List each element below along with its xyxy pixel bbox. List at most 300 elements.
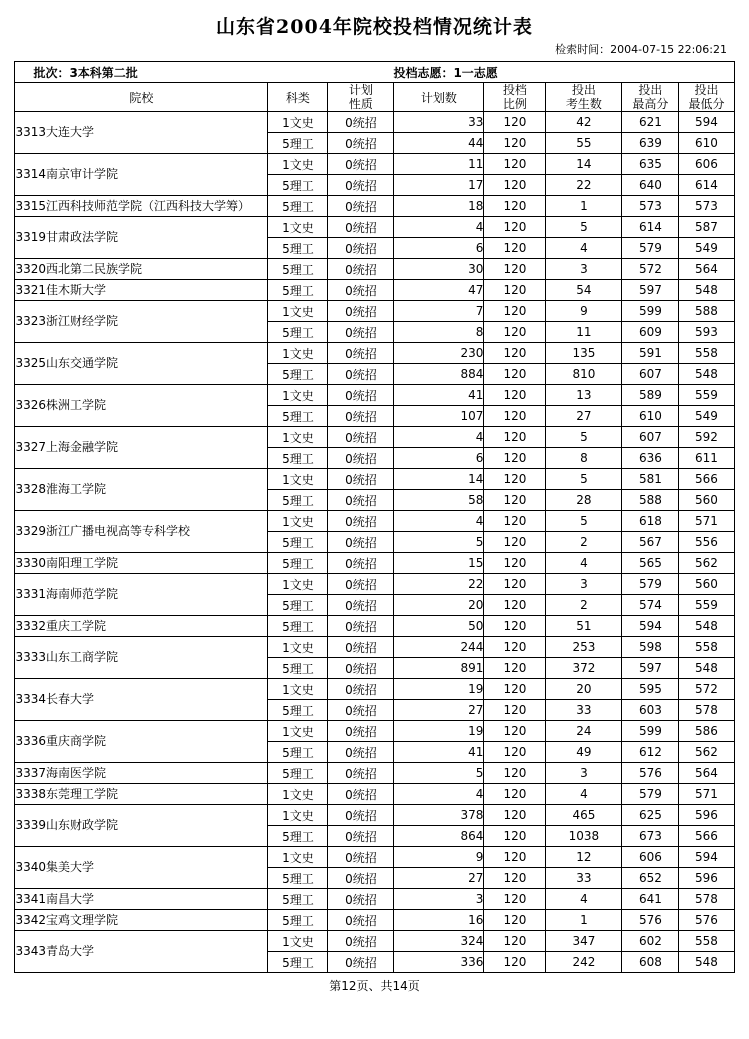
cell-kelei: 1文史 <box>268 847 328 868</box>
cell-plan-count: 33 <box>394 112 484 133</box>
cell-ratio: 120 <box>484 868 546 889</box>
cell-school: 3334长春大学 <box>15 679 268 721</box>
cell-plan-nature: 0统招 <box>328 301 394 322</box>
table-row <box>15 910 734 931</box>
cell-ratio: 120 <box>484 490 546 511</box>
cell-highest: 598 <box>622 637 679 658</box>
cell-plan-count: 27 <box>394 700 484 721</box>
cell-sent-students: 55 <box>546 133 622 154</box>
cell-sent-students: 3 <box>546 763 622 784</box>
cell-highest: 589 <box>622 385 679 406</box>
cell-ratio: 120 <box>484 784 546 805</box>
cell-kelei: 5理工 <box>268 742 328 763</box>
cell-school: 3314南京审计学院 <box>15 154 268 196</box>
cell-ratio: 120 <box>484 574 546 595</box>
cell-lowest: 560 <box>679 490 734 511</box>
cell-sent-students: 14 <box>546 154 622 175</box>
cell-sent-students: 9 <box>546 301 622 322</box>
cell-kelei: 1文史 <box>268 427 328 448</box>
cell-highest: 595 <box>622 679 679 700</box>
cell-plan-count: 8 <box>394 322 484 343</box>
cell-lowest: 576 <box>679 910 734 931</box>
cell-highest: 606 <box>622 847 679 868</box>
cell-plan-count: 107 <box>394 406 484 427</box>
cell-plan-nature: 0统招 <box>328 175 394 196</box>
cell-lowest: 558 <box>679 931 734 952</box>
cell-highest: 625 <box>622 805 679 826</box>
cell-kelei: 1文史 <box>268 343 328 364</box>
cell-highest: 641 <box>622 889 679 910</box>
cell-plan-count: 44 <box>394 133 484 154</box>
cell-ratio: 120 <box>484 511 546 532</box>
cell-kelei: 5理工 <box>268 175 328 196</box>
cell-sent-students: 5 <box>546 427 622 448</box>
cell-sent-students: 5 <box>546 217 622 238</box>
table-row <box>15 679 734 700</box>
col-header-sent-students <box>546 83 622 112</box>
cell-ratio: 120 <box>484 763 546 784</box>
cell-sent-students: 5 <box>546 469 622 490</box>
cell-plan-count: 244 <box>394 637 484 658</box>
cell-sent-students: 347 <box>546 931 622 952</box>
cell-lowest: 566 <box>679 826 734 847</box>
table-row <box>15 469 734 490</box>
cell-school: 3333山东工商学院 <box>15 637 268 679</box>
cell-ratio: 120 <box>484 532 546 553</box>
cell-sent-students: 27 <box>546 406 622 427</box>
cell-plan-count: 7 <box>394 301 484 322</box>
cell-ratio: 120 <box>484 952 546 973</box>
cell-kelei: 5理工 <box>268 196 328 217</box>
cell-kelei: 1文史 <box>268 784 328 805</box>
cell-plan-count: 891 <box>394 658 484 679</box>
cell-school: 3340集美大学 <box>15 847 268 889</box>
cell-ratio: 120 <box>484 406 546 427</box>
cell-kelei: 5理工 <box>268 532 328 553</box>
cell-sent-students: 465 <box>546 805 622 826</box>
cell-plan-count: 5 <box>394 763 484 784</box>
cell-kelei: 5理工 <box>268 763 328 784</box>
cell-school: 3326株洲工学院 <box>15 385 268 427</box>
cell-ratio: 120 <box>484 679 546 700</box>
cell-kelei: 1文史 <box>268 805 328 826</box>
cell-kelei: 5理工 <box>268 700 328 721</box>
cell-plan-count: 6 <box>394 238 484 259</box>
cell-highest: 614 <box>622 217 679 238</box>
table-row <box>15 343 734 364</box>
table-row <box>15 763 734 784</box>
cell-sent-students: 372 <box>546 658 622 679</box>
cell-sent-students: 3 <box>546 574 622 595</box>
cell-lowest: 573 <box>679 196 734 217</box>
col-header-plan-count: 计划数 <box>394 83 484 112</box>
cell-plan-nature: 0统招 <box>328 322 394 343</box>
cell-school: 3343青岛大学 <box>15 931 268 973</box>
col-header-lowest <box>679 83 734 112</box>
table-row <box>15 721 734 742</box>
cell-highest: 635 <box>622 154 679 175</box>
cell-highest: 602 <box>622 931 679 952</box>
cell-plan-count: 864 <box>394 826 484 847</box>
cell-ratio: 120 <box>484 175 546 196</box>
cell-kelei: 1文史 <box>268 469 328 490</box>
cell-kelei: 1文史 <box>268 217 328 238</box>
cell-lowest: 548 <box>679 658 734 679</box>
cell-sent-students: 11 <box>546 322 622 343</box>
cell-plan-count: 58 <box>394 490 484 511</box>
cell-lowest: 548 <box>679 280 734 301</box>
table-row <box>15 427 734 448</box>
cell-ratio: 120 <box>484 910 546 931</box>
cell-sent-students: 12 <box>546 847 622 868</box>
col-header-plan-nature <box>328 83 394 112</box>
col-header-highest <box>622 83 679 112</box>
cell-sent-students: 22 <box>546 175 622 196</box>
cell-lowest: 548 <box>679 952 734 973</box>
cell-kelei: 5理工 <box>268 133 328 154</box>
cell-highest: 673 <box>622 826 679 847</box>
cell-plan-count: 14 <box>394 469 484 490</box>
cell-plan-nature: 0统招 <box>328 196 394 217</box>
cell-plan-nature: 0统招 <box>328 700 394 721</box>
cell-plan-count: 50 <box>394 616 484 637</box>
cell-plan-count: 3 <box>394 889 484 910</box>
cell-sent-students: 33 <box>546 700 622 721</box>
col-header-school: 院校 <box>15 83 268 112</box>
cell-lowest: 562 <box>679 742 734 763</box>
cell-sent-students: 8 <box>546 448 622 469</box>
cell-plan-count: 9 <box>394 847 484 868</box>
query-time: 检索时间：2004-07-15 22:06:21 <box>555 43 727 56</box>
wish-label: 投档志愿：1一志愿 <box>393 65 498 80</box>
cell-plan-nature: 0统招 <box>328 931 394 952</box>
cell-highest: 599 <box>622 301 679 322</box>
cell-plan-count: 4 <box>394 217 484 238</box>
cell-lowest: 560 <box>679 574 734 595</box>
cell-plan-nature: 0统招 <box>328 238 394 259</box>
cell-ratio: 120 <box>484 112 546 133</box>
cell-lowest: 588 <box>679 301 734 322</box>
cell-kelei: 5理工 <box>268 448 328 469</box>
cell-lowest: 559 <box>679 595 734 616</box>
col-header-ratio-line1: 投档 <box>502 83 527 97</box>
cell-sent-students: 54 <box>546 280 622 301</box>
cell-plan-nature: 0统招 <box>328 490 394 511</box>
table-row <box>15 385 734 406</box>
cell-plan-nature: 0统招 <box>328 448 394 469</box>
cell-lowest: 611 <box>679 448 734 469</box>
cell-plan-count: 47 <box>394 280 484 301</box>
cell-school: 3328淮海工学院 <box>15 469 268 511</box>
table-row <box>15 616 734 637</box>
cell-kelei: 1文史 <box>268 154 328 175</box>
cell-ratio: 120 <box>484 616 546 637</box>
cell-plan-count: 27 <box>394 868 484 889</box>
cell-sent-students: 42 <box>546 112 622 133</box>
cell-plan-nature: 0统招 <box>328 217 394 238</box>
cell-kelei: 5理工 <box>268 280 328 301</box>
cell-lowest: 606 <box>679 154 734 175</box>
cell-kelei: 1文史 <box>268 511 328 532</box>
cell-kelei: 1文史 <box>268 112 328 133</box>
cell-school: 3325山东交通学院 <box>15 343 268 385</box>
cell-ratio: 120 <box>484 448 546 469</box>
cell-lowest: 614 <box>679 175 734 196</box>
cell-plan-count: 19 <box>394 679 484 700</box>
cell-plan-nature: 0统招 <box>328 826 394 847</box>
cell-lowest: 548 <box>679 616 734 637</box>
cell-highest: 576 <box>622 763 679 784</box>
col-header-ratio-line2: 比例 <box>502 97 527 111</box>
cell-ratio: 120 <box>484 658 546 679</box>
cell-kelei: 5理工 <box>268 259 328 280</box>
cell-plan-count: 15 <box>394 553 484 574</box>
cell-kelei: 1文史 <box>268 574 328 595</box>
cell-school: 3337海南医学院 <box>15 763 268 784</box>
cell-highest: 574 <box>622 595 679 616</box>
cell-lowest: 558 <box>679 637 734 658</box>
cell-plan-count: 4 <box>394 784 484 805</box>
cell-plan-count: 41 <box>394 385 484 406</box>
col-header-lowest-line2: 最低分 <box>688 97 725 111</box>
page-title: 山东省2004年院校投档情况统计表 <box>216 16 533 38</box>
cell-plan-count: 336 <box>394 952 484 973</box>
cell-highest: 639 <box>622 133 679 154</box>
cell-plan-nature: 0统招 <box>328 364 394 385</box>
cell-school: 3331海南师范学院 <box>15 574 268 616</box>
table-row <box>15 280 734 301</box>
cell-kelei: 1文史 <box>268 301 328 322</box>
cell-plan-count: 6 <box>394 448 484 469</box>
col-header-plan-nature-line2: 性质 <box>348 97 373 111</box>
table-row <box>15 889 734 910</box>
cell-kelei: 5理工 <box>268 889 328 910</box>
cell-plan-nature: 0统招 <box>328 637 394 658</box>
cell-plan-nature: 0统招 <box>328 952 394 973</box>
col-header-lowest-line1: 投出 <box>694 83 719 97</box>
cell-ratio: 120 <box>484 301 546 322</box>
cell-plan-count: 20 <box>394 595 484 616</box>
cell-lowest: 587 <box>679 217 734 238</box>
cell-highest: 610 <box>622 406 679 427</box>
cell-ratio: 120 <box>484 364 546 385</box>
cell-ratio: 120 <box>484 931 546 952</box>
cell-plan-nature: 0统招 <box>328 343 394 364</box>
cell-ratio: 120 <box>484 721 546 742</box>
cell-highest: 608 <box>622 952 679 973</box>
cell-highest: 576 <box>622 910 679 931</box>
col-header-plan-nature-line1: 计划 <box>348 83 373 97</box>
cell-highest: 579 <box>622 238 679 259</box>
cell-highest: 579 <box>622 574 679 595</box>
cell-school: 3342宝鸡文理学院 <box>15 910 268 931</box>
cell-highest: 579 <box>622 784 679 805</box>
table-row <box>15 931 734 952</box>
cell-sent-students: 2 <box>546 595 622 616</box>
cell-highest: 588 <box>622 490 679 511</box>
cell-lowest: 548 <box>679 364 734 385</box>
table-row <box>15 301 734 322</box>
table-row <box>15 805 734 826</box>
cell-school: 3332重庆工学院 <box>15 616 268 637</box>
cell-lowest: 571 <box>679 784 734 805</box>
cell-highest: 572 <box>622 259 679 280</box>
table-row <box>15 217 734 238</box>
cell-lowest: 596 <box>679 868 734 889</box>
cell-kelei: 5理工 <box>268 952 328 973</box>
table-header-row <box>15 83 734 112</box>
cell-school: 3329浙江广播电视高等专科学校 <box>15 511 268 553</box>
cell-plan-count: 22 <box>394 574 484 595</box>
cell-ratio: 120 <box>484 385 546 406</box>
cell-ratio: 120 <box>484 847 546 868</box>
batch-banner-cell <box>15 62 734 83</box>
cell-lowest: 564 <box>679 763 734 784</box>
cell-sent-students: 3 <box>546 259 622 280</box>
cell-kelei: 1文史 <box>268 385 328 406</box>
cell-lowest: 596 <box>679 805 734 826</box>
col-header-ratio <box>484 83 546 112</box>
cell-sent-students: 242 <box>546 952 622 973</box>
table-row <box>15 511 734 532</box>
cell-ratio: 120 <box>484 742 546 763</box>
cell-ratio: 120 <box>484 238 546 259</box>
cell-highest: 597 <box>622 658 679 679</box>
cell-school: 3321佳木斯大学 <box>15 280 268 301</box>
cell-school: 3319甘肃政法学院 <box>15 217 268 259</box>
cell-highest: 607 <box>622 427 679 448</box>
cell-highest: 597 <box>622 280 679 301</box>
cell-plan-count: 378 <box>394 805 484 826</box>
col-header-highest-line1: 投出 <box>638 83 663 97</box>
cell-kelei: 5理工 <box>268 616 328 637</box>
cell-ratio: 120 <box>484 553 546 574</box>
cell-plan-count: 230 <box>394 343 484 364</box>
cell-plan-nature: 0统招 <box>328 511 394 532</box>
statistics-table <box>14 61 734 973</box>
cell-ratio: 120 <box>484 889 546 910</box>
cell-highest: 609 <box>622 322 679 343</box>
cell-kelei: 1文史 <box>268 931 328 952</box>
table-body <box>15 62 734 973</box>
cell-kelei: 5理工 <box>268 490 328 511</box>
cell-highest: 565 <box>622 553 679 574</box>
cell-kelei: 1文史 <box>268 721 328 742</box>
cell-plan-nature: 0统招 <box>328 805 394 826</box>
cell-kelei: 5理工 <box>268 595 328 616</box>
cell-ratio: 120 <box>484 637 546 658</box>
cell-lowest: 593 <box>679 322 734 343</box>
cell-plan-nature: 0统招 <box>328 532 394 553</box>
cell-kelei: 5理工 <box>268 364 328 385</box>
cell-highest: 581 <box>622 469 679 490</box>
table-row <box>15 847 734 868</box>
cell-ratio: 120 <box>484 217 546 238</box>
cell-plan-nature: 0统招 <box>328 154 394 175</box>
cell-school: 3313大连大学 <box>15 112 268 154</box>
cell-highest: 599 <box>622 721 679 742</box>
cell-lowest: 549 <box>679 406 734 427</box>
cell-sent-students: 4 <box>546 889 622 910</box>
batch-label: 批次：3本科第二批 <box>33 65 138 80</box>
cell-plan-nature: 0统招 <box>328 385 394 406</box>
cell-plan-nature: 0统招 <box>328 721 394 742</box>
cell-school: 3339山东财政学院 <box>15 805 268 847</box>
cell-highest: 621 <box>622 112 679 133</box>
cell-highest: 573 <box>622 196 679 217</box>
cell-sent-students: 4 <box>546 553 622 574</box>
cell-ratio: 120 <box>484 343 546 364</box>
cell-kelei: 5理工 <box>268 322 328 343</box>
cell-lowest: 571 <box>679 511 734 532</box>
cell-plan-count: 18 <box>394 196 484 217</box>
cell-highest: 612 <box>622 742 679 763</box>
cell-lowest: 556 <box>679 532 734 553</box>
cell-ratio: 120 <box>484 259 546 280</box>
cell-highest: 591 <box>622 343 679 364</box>
cell-lowest: 578 <box>679 700 734 721</box>
cell-highest: 618 <box>622 511 679 532</box>
table-row <box>15 574 734 595</box>
cell-lowest: 562 <box>679 553 734 574</box>
cell-plan-nature: 0统招 <box>328 889 394 910</box>
cell-lowest: 592 <box>679 427 734 448</box>
cell-sent-students: 51 <box>546 616 622 637</box>
col-header-sent-line2: 考生数 <box>565 97 602 111</box>
table-row <box>15 784 734 805</box>
cell-ratio: 120 <box>484 427 546 448</box>
cell-lowest: 594 <box>679 112 734 133</box>
cell-sent-students: 135 <box>546 343 622 364</box>
table-row <box>15 196 734 217</box>
col-header-sent-line1: 投出 <box>571 83 596 97</box>
cell-plan-count: 17 <box>394 175 484 196</box>
cell-ratio: 120 <box>484 595 546 616</box>
cell-lowest: 610 <box>679 133 734 154</box>
cell-highest: 636 <box>622 448 679 469</box>
cell-plan-count: 11 <box>394 154 484 175</box>
cell-plan-nature: 0统招 <box>328 133 394 154</box>
cell-school: 3315江西科技师范学院（江西科技大学筹） <box>15 196 268 217</box>
cell-school: 3338东莞理工学院 <box>15 784 268 805</box>
cell-ratio: 120 <box>484 826 546 847</box>
cell-highest: 567 <box>622 532 679 553</box>
cell-plan-nature: 0统招 <box>328 679 394 700</box>
cell-plan-nature: 0统招 <box>328 616 394 637</box>
cell-plan-count: 884 <box>394 364 484 385</box>
cell-plan-nature: 0统招 <box>328 280 394 301</box>
cell-ratio: 120 <box>484 469 546 490</box>
table-row <box>15 637 734 658</box>
cell-sent-students: 24 <box>546 721 622 742</box>
cell-sent-students: 2 <box>546 532 622 553</box>
cell-sent-students: 4 <box>546 784 622 805</box>
cell-kelei: 5理工 <box>268 868 328 889</box>
cell-kelei: 5理工 <box>268 553 328 574</box>
cell-sent-students: 1038 <box>546 826 622 847</box>
batch-banner-row <box>15 62 734 83</box>
cell-lowest: 572 <box>679 679 734 700</box>
cell-plan-count: 4 <box>394 511 484 532</box>
cell-lowest: 564 <box>679 259 734 280</box>
cell-highest: 652 <box>622 868 679 889</box>
table-row <box>15 112 734 133</box>
cell-kelei: 5理工 <box>268 826 328 847</box>
cell-sent-students: 20 <box>546 679 622 700</box>
cell-plan-nature: 0统招 <box>328 553 394 574</box>
cell-plan-count: 30 <box>394 259 484 280</box>
cell-sent-students: 33 <box>546 868 622 889</box>
